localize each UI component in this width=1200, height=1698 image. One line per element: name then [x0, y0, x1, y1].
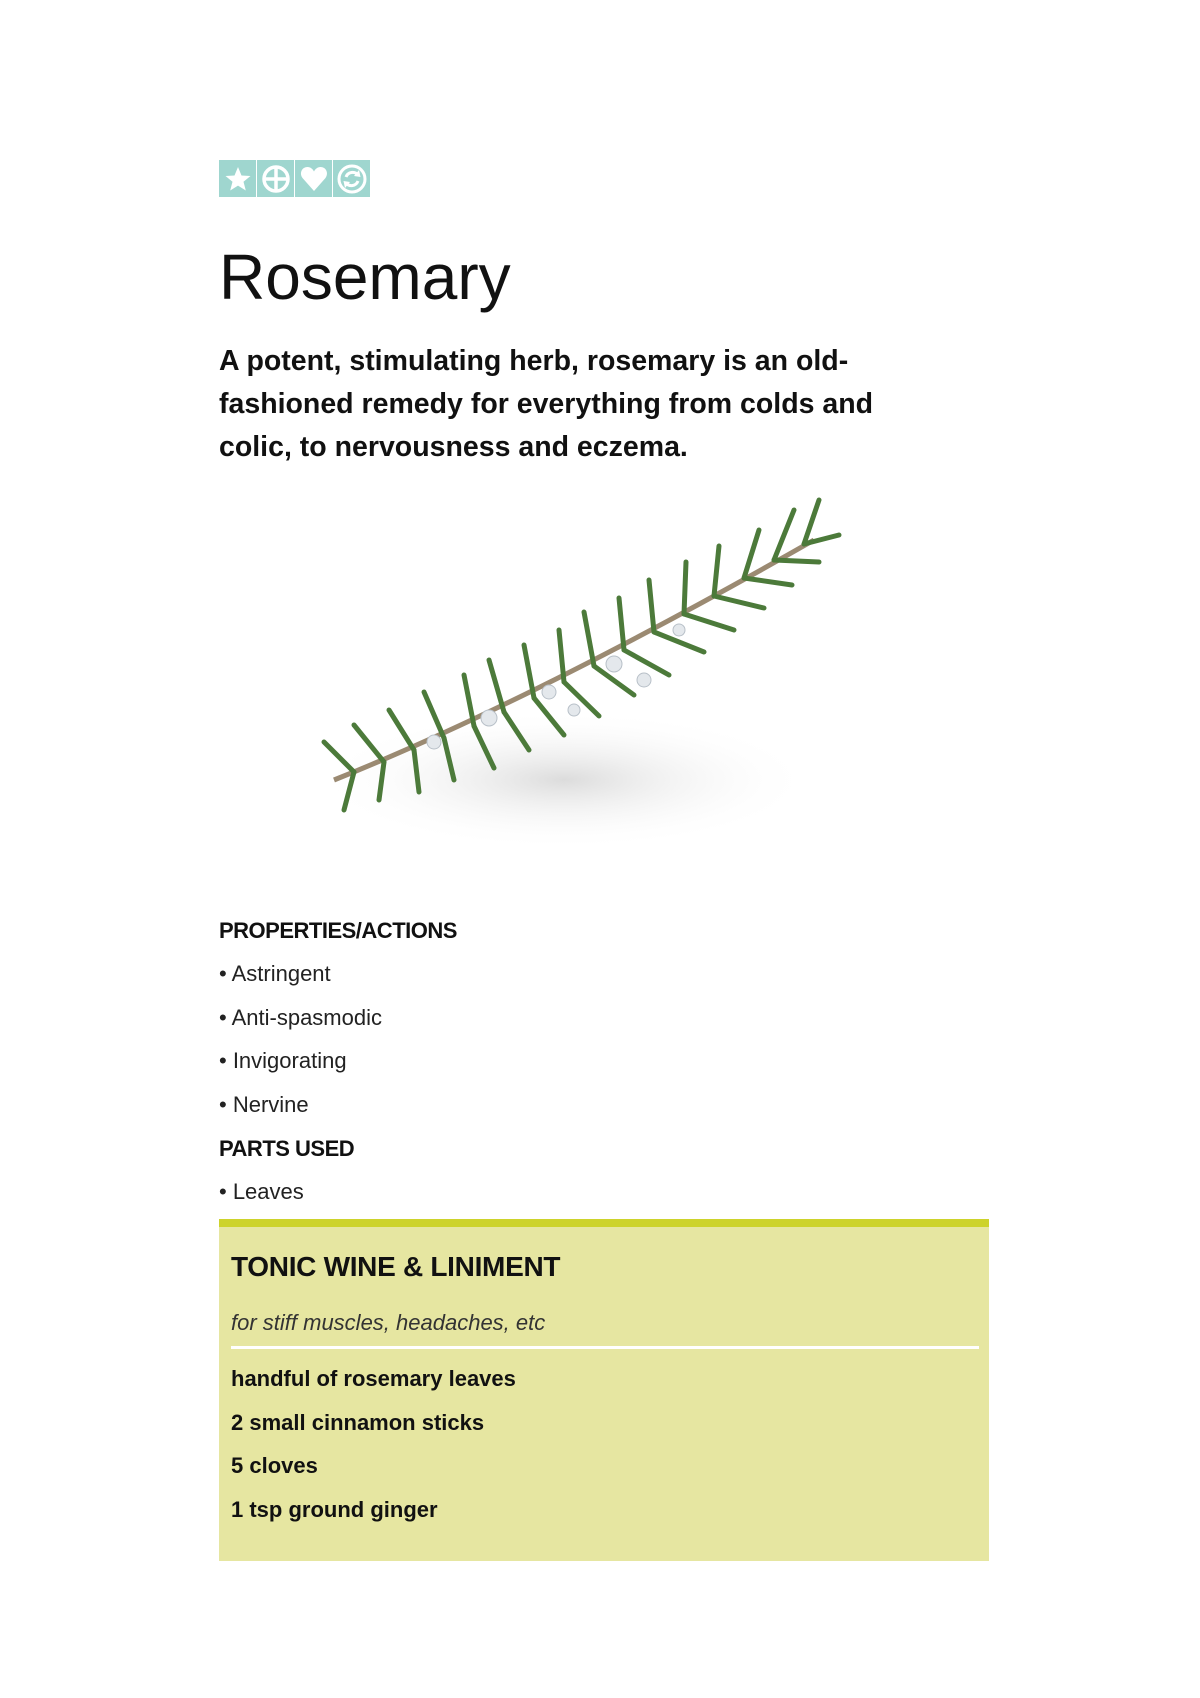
category-icons [219, 160, 370, 197]
cycle-icon [333, 160, 370, 197]
recipe-divider [231, 1346, 979, 1349]
ingredient-item: handful of rosemary leaves [231, 1366, 516, 1391]
recipe-title: TONIC WINE & LINIMENT [231, 1251, 561, 1282]
list-item: • Astringent [219, 961, 331, 986]
list-item: • Leaves [219, 1179, 304, 1204]
properties-heading: PROPERTIES/ACTIONS [219, 918, 457, 943]
star-icon [219, 160, 256, 197]
intro-paragraph: A potent, stimulating herb, rosemary is an old-fashioned remedy for everything from colds and colic, to nervousness and eczema. [219, 345, 874, 463]
recipe-box [219, 1219, 989, 1561]
parts-list [219, 1170, 304, 1214]
ingredient-item: 2 small cinnamon sticks [231, 1409, 485, 1435]
ingredients-list [231, 1357, 516, 1531]
properties-list [219, 952, 382, 1126]
rosemary-sprig-image [314, 480, 874, 900]
parts-used-heading: PARTS USED [219, 1136, 355, 1161]
list-item: • Nervine [219, 1091, 309, 1117]
page-title: Rosemary [219, 241, 511, 313]
ingredient-item: 5 cloves [231, 1453, 318, 1478]
ingredient-item: 1 tsp ground ginger [231, 1496, 438, 1522]
crosshair-icon [257, 160, 294, 197]
heart-icon [295, 160, 332, 197]
recipe-subtitle: for stiff muscles, headaches, etc [231, 1310, 546, 1335]
list-item: • Invigorating [219, 1048, 347, 1073]
list-item: • Anti-spasmodic [219, 1004, 382, 1030]
